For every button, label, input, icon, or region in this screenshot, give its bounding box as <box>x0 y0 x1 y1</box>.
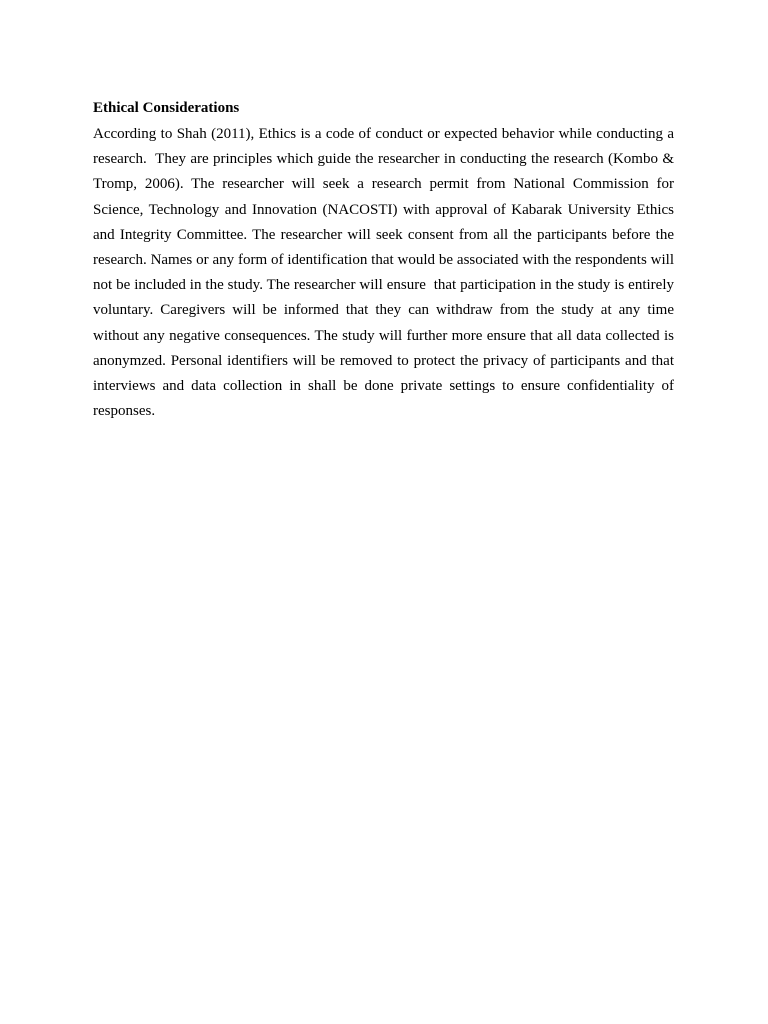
section-paragraph: According to Shah (2011), Ethics is a code of conduct or expected behavior while conducting a research. They are principles which guide the researcher in conducting the research (Kombo & Tromp, 2006). The researcher will seek a research permit from National Commission for Science, Technology and Innovation (NACOSTI) with approval of Kabarak University Ethics and Integrity Committee. The researcher will seek consent from all the participants before the research. Names or any form of identification that would be associated with the respondents will not be included in the study. The researcher will ensure that participation in the study is entirely voluntary. Caregivers will be informed that they can withdraw from the study at any time without any negative consequences. The study will further more ensure that all data collected is anonymzed. Personal identifiers will be removed to protect the privacy of participants and that interviews and data collection in shall be done private settings to ensure confidentiality of responses. <box>93 126 678 420</box>
section-heading: Ethical Considerations <box>93 100 240 116</box>
document-body <box>93 98 678 424</box>
